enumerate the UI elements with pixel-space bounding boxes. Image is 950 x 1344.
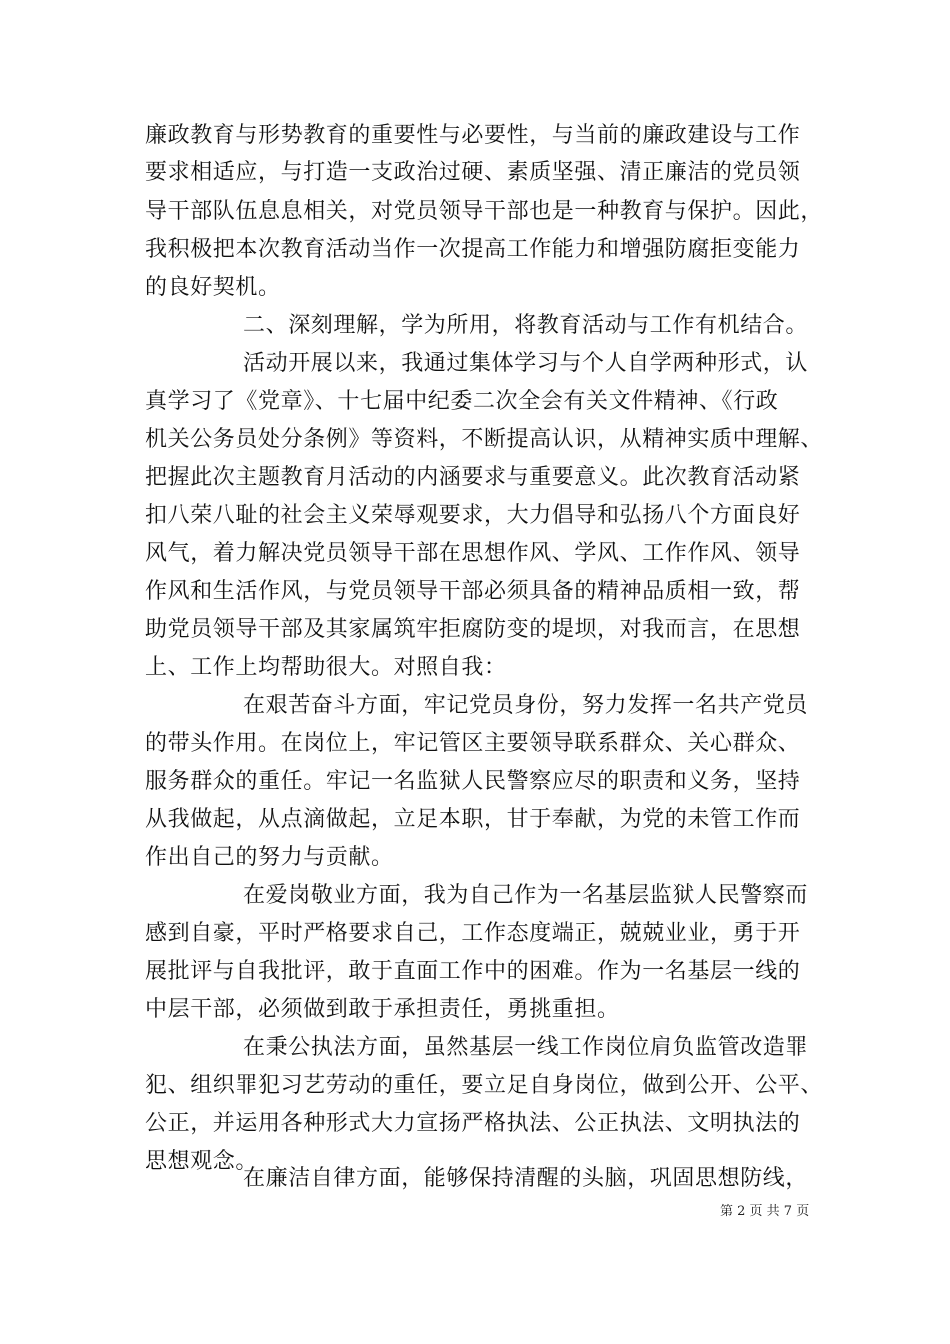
text-line: 犯、组织罪犯习艺劳动的重任，要立足自身岗位，做到公开、公平、 <box>145 1073 824 1098</box>
text-line: 助党员领导干部及其家属筑牢拒腐防变的堤坝，对我而言，在思想 <box>145 617 801 642</box>
text-line: 服务群众的重任。牢记一名监狱人民警察应尽的职责和义务，坚持 <box>145 769 801 794</box>
text-line: 作风和生活作风，与党员领导干部必须具备的精神品质相一致，帮 <box>145 579 801 604</box>
text-line: 在艰苦奋斗方面，牢记党员身份，努力发挥一名共产党员 <box>243 693 809 718</box>
text-line: 的带头作用。在岗位上，牢记管区主要领导联系群众、关心群众、 <box>145 731 801 756</box>
text-line: 真学习了《党章》、十七届中纪委二次全会有关文件精神、《行政 <box>145 389 779 414</box>
page-number-footer: 第 2 页 共 7 页 <box>720 1204 810 1219</box>
text-line: 在爱岗敬业方面，我为自己作为一名基层监狱人民警察而 <box>243 883 809 908</box>
text-line: 从我做起，从点滴做起，立足本职，甘于奉献，为党的未管工作而 <box>145 807 801 832</box>
text-line: 我积极把本次教育活动当作一次提高工作能力和增强防腐拒变能力 <box>145 237 801 262</box>
text-line: 扣八荣八耻的社会主义荣辱观要求，大力倡导和弘扬八个方面良好 <box>145 503 801 528</box>
text-line: 要求相适应，与打造一支政治过硬、素质坚强、清正廉洁的党员领 <box>145 160 801 185</box>
text-line: 的良好契机。 <box>145 275 281 300</box>
text-line: 作出自己的努力与贡献。 <box>145 845 394 870</box>
text-line: 导干部队伍息息相关，对党员领导干部也是一种教育与保护。因此， <box>145 199 824 224</box>
text-line: 感到自豪，平时严格要求自己，工作态度端正，兢兢业业，勇于开 <box>145 921 801 946</box>
text-line: 上、工作上均帮助很大。对照自我： <box>145 655 507 680</box>
text-line: 在秉公执法方面，虽然基层一线工作岗位肩负监管改造罪 <box>243 1035 809 1060</box>
text-line: 展批评与自我批评，敢于直面工作中的困难。作为一名基层一线的 <box>145 959 801 984</box>
text-line: 在廉洁自律方面，能够保持清醒的头脑，巩固思想防线， <box>243 1166 809 1191</box>
section-heading: 二、深刻理解，学为所用，将教育活动与工作有机结合。 <box>243 313 809 338</box>
text-line: 活动开展以来，我通过集体学习与个人自学两种形式，认 <box>243 351 809 376</box>
text-line: 公正，并运用各种形式大力宣扬严格执法、公正执法、文明执法的 <box>145 1111 801 1136</box>
text-line: 中层干部，必须做到敢于承担责任，勇挑重担。 <box>145 997 620 1022</box>
text-line: 思想观念。 <box>145 1149 259 1174</box>
text-line: 把握此次主题教育月活动的内涵要求与重要意义。此次教育活动紧 <box>145 465 801 490</box>
text-line: 风气，着力解决党员领导干部在思想作风、学风、工作作风、领导 <box>145 541 801 566</box>
text-line: 机关公务员处分条例》等资料，不断提高认识，从精神实质中理解、 <box>145 427 824 452</box>
text-line: 廉政教育与形势教育的重要性与必要性，与当前的廉政建设与工作 <box>145 123 801 148</box>
